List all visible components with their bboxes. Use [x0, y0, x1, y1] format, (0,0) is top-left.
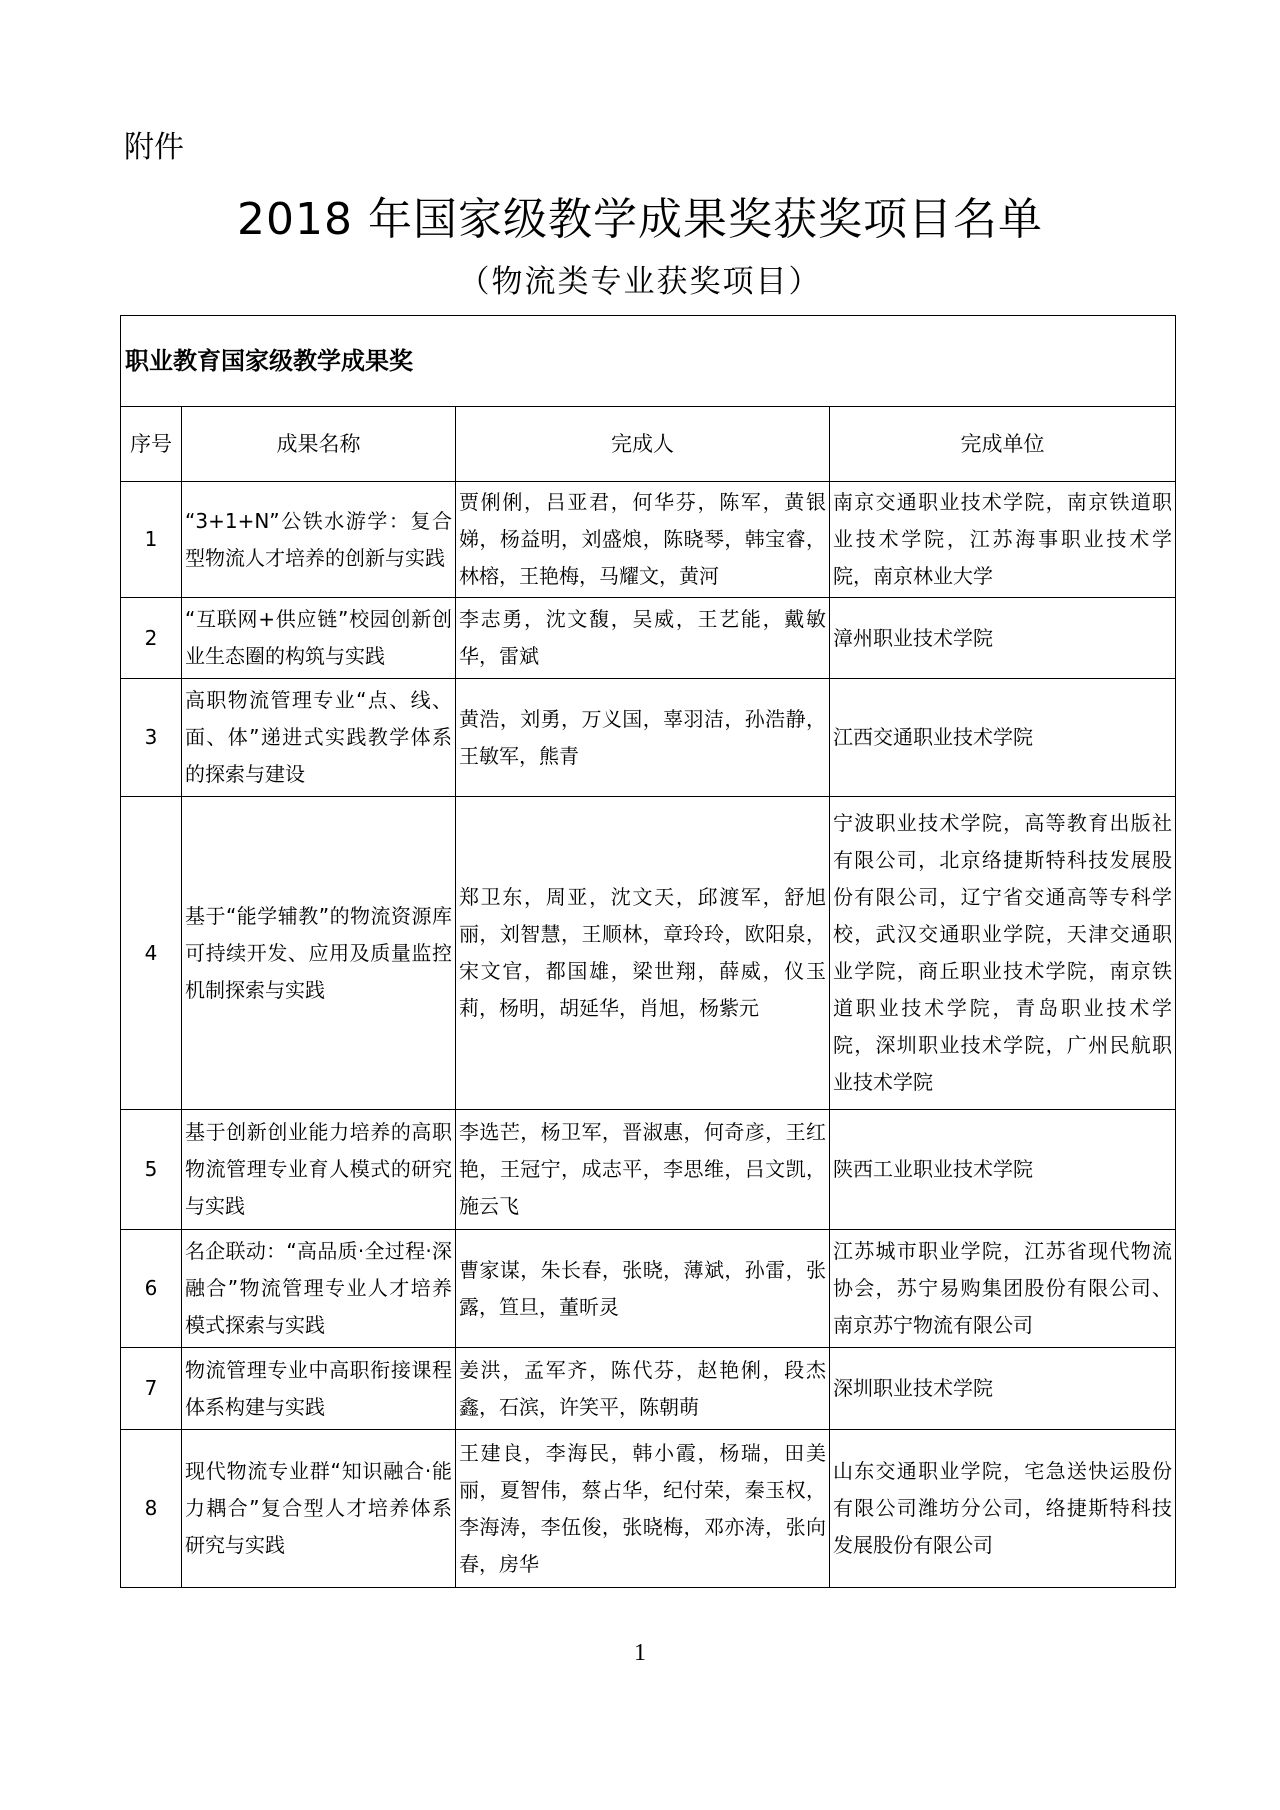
table-row: [121, 482, 1176, 598]
table-row: [121, 679, 1176, 797]
row-people: 曹家谋，朱长春，张晓，薄斌，孙雷，张露，笪旦，董昕灵: [456, 1230, 830, 1348]
table-row: [121, 1348, 1176, 1430]
table-row: [121, 1230, 1176, 1348]
document-subtitle: （物流类专业获奖项目）: [458, 264, 822, 300]
row-unit: 深圳职业技术学院: [830, 1348, 1176, 1430]
page-number: 1: [634, 1640, 646, 1666]
row-name: “3+1+N”公铁水游学：复合型物流人才培养的创新与实践: [182, 482, 456, 598]
row-no: 4: [121, 797, 182, 1110]
row-no: 5: [121, 1110, 182, 1230]
row-unit: 江苏城市职业学院，江苏省现代物流协会，苏宁易购集团股份有限公司、南京苏宁物流有限公司: [830, 1230, 1176, 1348]
header-no: 序号: [121, 407, 182, 482]
row-unit: 漳州职业技术学院: [830, 598, 1176, 679]
table-header-row: [121, 407, 1176, 482]
row-name: 名企联动：“高品质·全过程·深融合”物流管理专业人才培养模式探索与实践: [182, 1230, 456, 1348]
table-row: [121, 1110, 1176, 1230]
row-people: 李选芒，杨卫军，晋淑惠，何奇彦，王红艳，王冠宁，成志平，李思维，吕文凯，施云飞: [456, 1110, 830, 1230]
row-no: 8: [121, 1430, 182, 1588]
row-people: 贾俐俐，吕亚君，何华芬，陈军，黄银娣，杨益明，刘盛烺，陈晓琴，韩宝睿，林榕，王艳梅，马耀文，黄河: [456, 482, 830, 598]
header-people: 完成人: [456, 407, 830, 482]
row-name: 现代物流专业群“知识融合·能力耦合”复合型人才培养体系研究与实践: [182, 1430, 456, 1588]
row-name: 高职物流管理专业“点、线、面、体”递进式实践教学体系的探索与建设: [182, 679, 456, 797]
row-name: 基于“能学辅教”的物流资源库可持续开发、应用及质量监控机制探索与实践: [182, 797, 456, 1110]
attachment-label: 附件: [124, 130, 184, 165]
row-unit: 江西交通职业技术学院: [830, 679, 1176, 797]
row-unit: 宁波职业技术学院，高等教育出版社有限公司，北京络捷斯特科技发展股份有限公司，辽宁省交通高等专科学校，武汉交通职业学院，天津交通职业学院，商丘职业技术学院，南京铁道职业技术学院，青岛职业技术学院，深圳职业技术学院，广州民航职业技术学院: [830, 797, 1176, 1110]
row-unit: 南京交通职业技术学院，南京铁道职业技术学院，江苏海事职业技术学院，南京林业大学: [830, 482, 1176, 598]
table-row: [121, 797, 1176, 1110]
row-people: 王建良，李海民，韩小霞，杨瑞，田美丽，夏智伟，蔡占华，纪付荣，秦玉权，李海涛，李伍俊，张晓梅，邓亦涛，张向春，房华: [456, 1430, 830, 1588]
row-no: 3: [121, 679, 182, 797]
header-name: 成果名称: [182, 407, 456, 482]
section-row: [121, 316, 1176, 407]
row-no: 6: [121, 1230, 182, 1348]
row-no: 1: [121, 482, 182, 598]
row-no: 2: [121, 598, 182, 679]
awards-table: [120, 315, 1176, 1588]
row-people: 郑卫东，周亚，沈文天，邱渡军，舒旭丽，刘智慧，王顺林，章玲玲，欧阳泉，宋文官，都国雄，梁世翔，薛威，仪玉莉，杨明，胡延华，肖旭，杨紫元: [456, 797, 830, 1110]
row-name: 物流管理专业中高职衔接课程体系构建与实践: [182, 1348, 456, 1430]
row-unit: 山东交通职业学院，宅急送快运股份有限公司潍坊分公司，络捷斯特科技发展股份有限公司: [830, 1430, 1176, 1588]
table-row: [121, 1430, 1176, 1588]
row-no: 7: [121, 1348, 182, 1430]
section-title: 职业教育国家级教学成果奖: [121, 316, 1176, 407]
row-unit: 陕西工业职业技术学院: [830, 1110, 1176, 1230]
header-unit: 完成单位: [830, 407, 1176, 482]
table-row: [121, 598, 1176, 679]
row-name: 基于创新创业能力培养的高职物流管理专业育人模式的研究与实践: [182, 1110, 456, 1230]
row-name: “互联网+供应链”校园创新创业生态圈的构筑与实践: [182, 598, 456, 679]
row-people: 李志勇，沈文馥，吴威，王艺能，戴敏华，雷斌: [456, 598, 830, 679]
row-people: 黄浩，刘勇，万义国，辜羽洁，孙浩静，王敏军，熊青: [456, 679, 830, 797]
document-title: 2018 年国家级教学成果奖获奖项目名单: [237, 194, 1043, 245]
row-people: 姜洪，孟军齐，陈代芬，赵艳俐，段杰鑫，石滨，许笑平，陈朝萌: [456, 1348, 830, 1430]
